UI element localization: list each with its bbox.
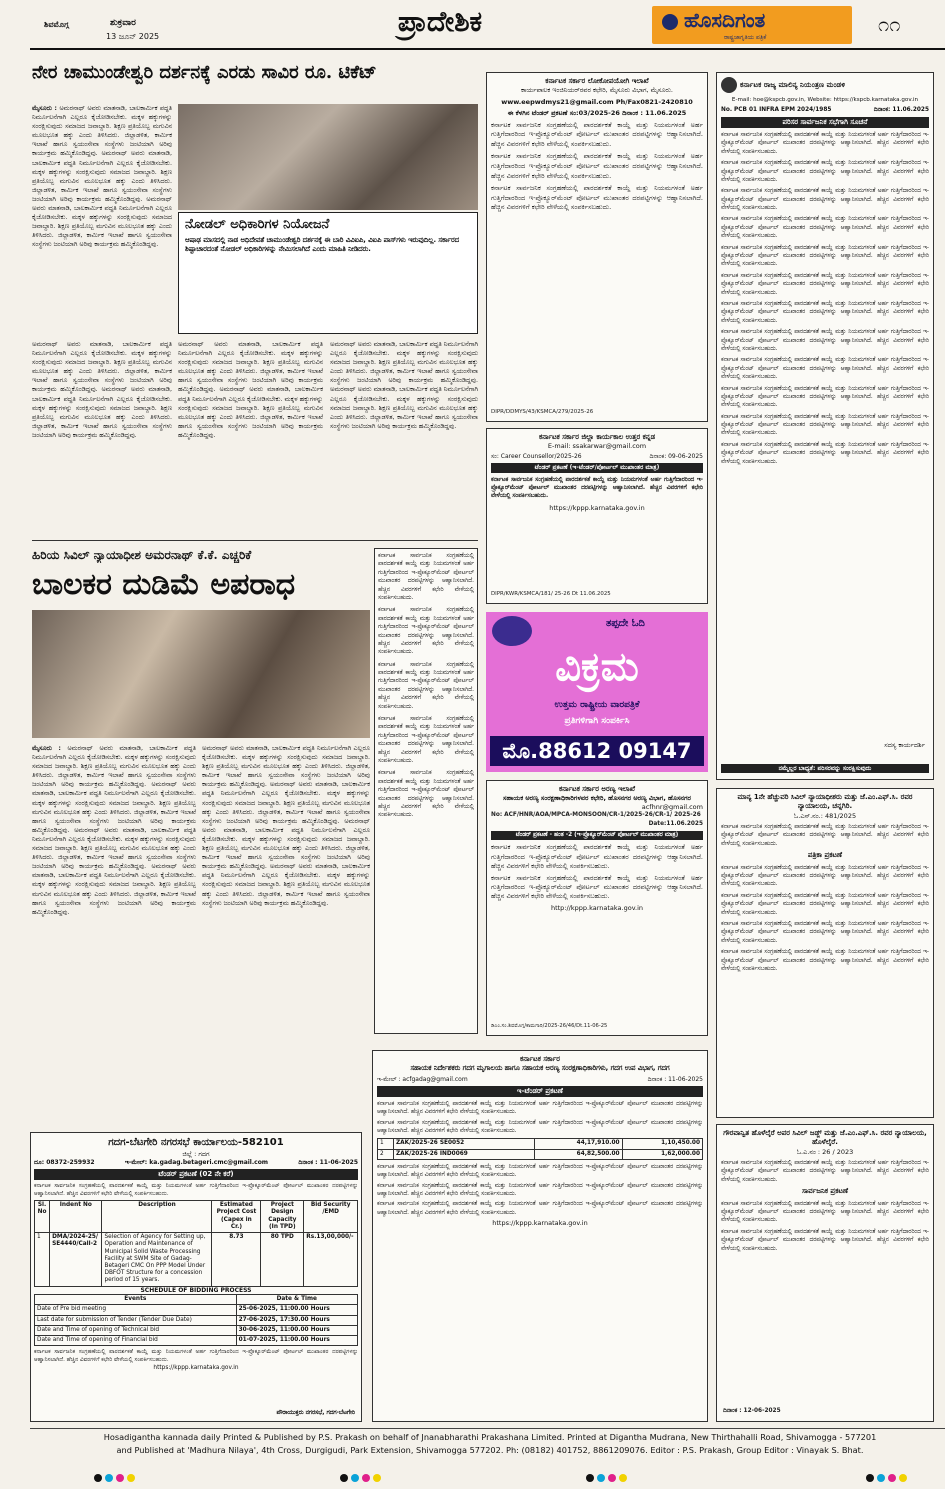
story1-text-d: ಅಮರನಾಥ್ ಅವರು ಮಾತನಾಡಿ, ಬಾಲಕಾರ್ಮಿಕ ಪದ್ಧತಿ ನಿರ್ಮೂಲನೆಗಾಗಿ ಎಲ್ಲರೂ ಕೈಜೋಡಿಸಬೇಕು. ಮಕ್ಕಳ ಹಕ್ಕುಗಳನ್ನು ಸಂರಕ್ಷಿಸುವುದು ಸಮಾಜದ ಜವಾಬ್ದಾರಿ. ಶಿಕ್ಷಣ ಪ್ರತಿಯೊಬ್ಬ ಮಗುವಿನ ಮೂಲಭೂತ ಹಕ್ಕು ಎಂದು ತಿಳಿಸಿದರು. ಜಿಲ್ಲಾಡಳಿತ, ಕಾರ್ಮಿಕ ಇಲಾಖೆ ಹಾಗೂ ಸ್ವಯಂಸೇವಾ ಸಂಸ್ಥೆಗಳು ಜಂಟಿಯಾಗಿ ಅರಿವು ಕಾರ್ಯಕ್ರಮ ಹಮ್ಮಿಕೊಂಡಿದ್ದವು. [32, 340, 172, 394]
career-meta [491, 453, 703, 461]
zoo-date: ದಿನಾಂಕ : 11-06-2025 [647, 1075, 703, 1083]
zoo-meta [377, 1076, 703, 1084]
lokopayogi-sub: ಕಾರ್ಯಪಾಲಕ ಇಂಜಿನಿಯರ್‌ರವರ ಕಛೇರಿ, ಮೈಸೂರು ವಿಭಾಗ, ಮೈಸೂರು. [521, 86, 673, 95]
table-row [35, 1315, 358, 1325]
zoo-head: ಕರ್ನಾಟಕ ಸರ್ಕಾರ [520, 1055, 560, 1063]
gadag-td: 80 TPD [261, 1233, 304, 1287]
notice-lokopayogi [486, 72, 708, 422]
section-title: ಪ್ರಾದೇಶಿಕ [397, 5, 483, 38]
kspcb-body-a: ಕರ್ನಾಟಕ ಸಾರ್ವಜನಿಕ ಸಂಗ್ರಹಣೆಯಲ್ಲಿ ಪಾರದರ್ಶಕತೆ ಕಾಯ್ದೆ ಮತ್ತು ನಿಯಮಗಳಂತೆ ಅರ್ಹ ಗುತ್ತಿಗೆದಾರರಿಂದ ಇ-ಪ್ರೊಕ್ಯೂರ್‌ಮೆಂಟ್ ಪೋರ್ಟಲ್ ಮುಖಾಂತರ ದರಪಟ್ಟಿಗಳನ್ನು ಆಹ್ವಾನಿಸಲಾಗಿದೆ. ಹೆಚ್ಚಿನ ವಿವರಗಳಿಗೆ ಕಛೇರಿ ವೇಳೆಯಲ್ಲಿ ಸಂಪರ್ಕಿಸಬಹುದು. [721, 131, 929, 155]
kspcb-head: ಕರ್ನಾಟಕ ರಾಜ್ಯ ಮಾಲಿನ್ಯ ನಿಯಂತ್ರಣ ಮಂಡಳಿ [740, 80, 846, 90]
gadag-th: Description [102, 1201, 212, 1233]
court-mid-text-d: ಕರ್ನಾಟಕ ಸಾರ್ವಜನಿಕ ಸಂಗ್ರಹಣೆಯಲ್ಲಿ ಪಾರದರ್ಶಕತೆ ಕಾಯ್ದೆ ಮತ್ತು ನಿಯಮಗಳಂತೆ ಅರ್ಹ ಗುತ್ತಿಗೆದಾರರಿಂದ ಇ-ಪ್ರೊಕ್ಯೂರ್‌ಮೆಂಟ್ ಪೋರ್ಟಲ್ ಮುಖಾಂತರ ದರಪಟ್ಟಿಗಳನ್ನು ಆಹ್ವಾನಿಸಲಾಗಿದೆ. ಹೆಚ್ಚಿನ ವಿವರಗಳಿಗೆ ಕಛೇರಿ ವೇಳೆಯಲ್ಲಿ ಸಂಪರ್ಕಿಸಬಹುದು. [378, 716, 474, 764]
zoo-td: 64,82,500.00 [534, 1149, 622, 1159]
zoo-sub: ಸಹಾಯಕ ನಿರ್ದೇಶಕರು ಗದಗ ಮೃಗಾಲಯ ಹಾಗೂ ಸಹಾಯಕ ಅರಣ್ಯ ಸಂರಕ್ಷಣಾಧಿಕಾರಿಗಳು, ಗದಗ ಉಪ ವಿಭಾಗ, ಗದಗ [410, 1064, 670, 1073]
table-row [35, 1295, 358, 1305]
gadag-link[interactable]: https://kppp.karnataka.gov.in [153, 1364, 239, 1371]
kspcb-meta [721, 107, 929, 114]
gadag-ev: Date and Time of opening of Financial bid [35, 1336, 237, 1346]
zoo-body-c: ಕರ್ನಾಟಕ ಸಾರ್ವಜನಿಕ ಸಂಗ್ರಹಣೆಯಲ್ಲಿ ಪಾರದರ್ಶಕತೆ ಕಾಯ್ದೆ ಮತ್ತು ನಿಯಮಗಳಂತೆ ಅರ್ಹ ಗುತ್ತಿಗೆದಾರರಿಂದ ಇ-ಪ್ರೊಕ್ಯೂರ್‌ಮೆಂಟ್ ಪೋರ್ಟಲ್ ಮುಖಾಂತರ ದರಪಟ್ಟಿಗಳನ್ನು ಆಹ್ವಾನಿಸಲಾಗಿದೆ. ಹೆಚ್ಚಿನ ವಿವರಗಳಿಗೆ ಕಛೇರಿ ವೇಳೆಯಲ್ಲಿ ಸಂಪರ್ಕಿಸಬಹುದು. [377, 1201, 703, 1216]
gadag-note: ಕರ್ನಾಟಕ ಸಾರ್ವಜನಿಕ ಸಂಗ್ರಹಣೆಯಲ್ಲಿ ಪಾರದರ್ಶಕತೆ ಕಾಯ್ದೆ ಮತ್ತು ನಿಯಮಗಳಂತೆ ಅರ್ಹ ಗುತ್ತಿಗೆದಾರರಿಂದ ಇ-ಪ್ರೊಕ್ಯೂರ್‌ಮೆಂಟ್ ಪೋರ್ಟಲ್ ಮುಖಾಂತರ ದರಪಟ್ಟಿಗಳನ್ನು ಆಹ್ವಾನಿಸಲಾಗಿದೆ. ಹೆಚ್ಚಿನ ವಿವರಗಳಿಗೆ ಕಛೇರಿ ವೇಳೆಯಲ್ಲಿ ಸಂಪರ್ಕಿಸಬಹುದು. [34, 1349, 358, 1364]
court1-body-c: ಕರ್ನಾಟಕ ಸಾರ್ವಜನಿಕ ಸಂಗ್ರಹಣೆಯಲ್ಲಿ ಪಾರದರ್ಶಕತೆ ಕಾಯ್ದೆ ಮತ್ತು ನಿಯಮಗಳಂತೆ ಅರ್ಹ ಗುತ್ತಿಗೆದಾರರಿಂದ ಇ-ಪ್ರೊಕ್ಯೂರ್‌ಮೆಂಟ್ ಪೋರ್ಟಲ್ ಮುಖಾಂತರ ದರಪಟ್ಟಿಗಳನ್ನು ಆಹ್ವಾನಿಸಲಾಗಿದೆ. ಹೆಚ್ಚಿನ ವಿವರಗಳಿಗೆ ಕಛೇರಿ ವೇಳೆಯಲ್ಲಿ ಸಂಪರ್ಕಿಸಬಹುದು. [721, 892, 929, 916]
kspcb-body-b: ಕರ್ನಾಟಕ ಸಾರ್ವಜನಿಕ ಸಂಗ್ರಹಣೆಯಲ್ಲಿ ಪಾರದರ್ಶಕತೆ ಕಾಯ್ದೆ ಮತ್ತು ನಿಯಮಗಳಂತೆ ಅರ್ಹ ಗುತ್ತಿಗೆದಾರರಿಂದ ಇ-ಪ್ರೊಕ್ಯೂರ್‌ಮೆಂಟ್ ಪೋರ್ಟಲ್ ಮುಖಾಂತರ ದರಪಟ್ಟಿಗಳನ್ನು ಆಹ್ವಾನಿಸಲಾಗಿದೆ. ಹೆಚ್ಚಿನ ವಿವರಗಳಿಗೆ ಕಛೇರಿ ವೇಳೆಯಲ್ಲಿ ಸಂಪರ್ಕಿಸಬಹುದು. [721, 160, 929, 183]
masthead-rule [30, 48, 945, 50]
story1-caption [178, 212, 478, 334]
career-bar: ಟೆಂಡರ್ ಪ್ರಕಟಣೆ (ಇ-ಟೆಂಡರ್/ಪೋರ್ಟಲ್ ಮುಖಾಂತರ ಮಾತ್ರ) [491, 463, 703, 473]
forest-bar: ಟೆಂಡರ್ ಪ್ರಕಟಣೆ - ಹಂತ -2 (ಇ-ಪ್ರೊಕ್ಯೂರ್‌ಮೆಂಟ್ ಪೋರ್ಟಲ್ ಮುಖಾಂತರ ಮಾತ್ರ) [491, 831, 703, 840]
story1-text-h: ಅಮರನಾಥ್ ಅವರು ಮಾತನಾಡಿ, ಬಾಲಕಾರ್ಮಿಕ ಪದ್ಧತಿ ನಿರ್ಮೂಲನೆಗಾಗಿ ಎಲ್ಲರೂ ಕೈಜೋಡಿಸಬೇಕು. ಮಕ್ಕಳ ಹಕ್ಕುಗಳನ್ನು ಸಂರಕ್ಷಿಸುವುದು ಸಮಾಜದ ಜವಾಬ್ದಾರಿ. ಶಿಕ್ಷಣ ಪ್ರತಿಯೊಬ್ಬ ಮಗುವಿನ ಮೂಲಭೂತ ಹಕ್ಕು ಎಂದು ತಿಳಿಸಿದರು. ಜಿಲ್ಲಾಡಳಿತ, ಕಾರ್ಮಿಕ ಇಲಾಖೆ ಹಾಗೂ ಸ್ವಯಂಸೇವಾ ಸಂಸ್ಥೆಗಳು ಜಂಟಿಯಾಗಿ ಅರಿವು ಕಾರ್ಯಕ್ರಮ ಹಮ್ಮಿಕೊಂಡಿದ್ದವು. [330, 340, 478, 385]
masthead-dow: ಶುಕ್ರವಾರ [110, 18, 136, 28]
story2-dateline: ಮೈಸೂರು : [32, 744, 61, 752]
kspcb-body-j: ಕರ್ನಾಟಕ ಸಾರ್ವಜನಿಕ ಸಂಗ್ರಹಣೆಯಲ್ಲಿ ಪಾರದರ್ಶಕತೆ ಕಾಯ್ದೆ ಮತ್ತು ನಿಯಮಗಳಂತೆ ಅರ್ಹ ಗುತ್ತಿಗೆದಾರರಿಂದ ಇ-ಪ್ರೊಕ್ಯೂರ್‌ಮೆಂಟ್ ಪೋರ್ಟಲ್ ಮುಖಾಂತರ ದರಪಟ್ಟಿಗಳನ್ನು ಆಹ್ವಾನಿಸಲಾಗಿದೆ. ಹೆಚ್ಚಿನ ವಿವರಗಳಿಗೆ ಕಛೇರಿ ವೇಳೆಯಲ್ಲಿ ಸಂಪರ್ಕಿಸಬಹುದು. [721, 385, 929, 409]
court-mid-text-c: ಕರ್ನಾಟಕ ಸಾರ್ವಜನಿಕ ಸಂಗ್ರಹಣೆಯಲ್ಲಿ ಪಾರದರ್ಶಕತೆ ಕಾಯ್ದೆ ಮತ್ತು ನಿಯಮಗಳಂತೆ ಅರ್ಹ ಗುತ್ತಿಗೆದಾರರಿಂದ ಇ-ಪ್ರೊಕ್ಯೂರ್‌ಮೆಂಟ್ ಪೋರ್ಟಲ್ ಮುಖಾಂತರ ದರಪಟ್ಟಿಗಳನ್ನು ಆಹ್ವಾನಿಸಲಾಗಿದೆ. ಹೆಚ್ಚಿನ ವಿವರಗಳಿಗೆ ಕಛೇರಿ ವೇಳೆಯಲ್ಲಿ ಸಂಪರ್ಕಿಸಬಹುದು. [378, 661, 474, 710]
gadag-ev: 25-06-2025, 11:00.00 Hours [236, 1305, 357, 1315]
forest-no: No: ACF/HNR/AOA/MPCA-MONSOON/CR-1/2025-26/CR-1/ 2025-26 [491, 812, 701, 819]
zoo-td: ZAK/2025-26 IND0069 [393, 1149, 534, 1159]
court1-title: ಪತ್ರಿಕಾ ಪ್ರಕಟಣೆ [807, 851, 843, 860]
zoo-body-b: ಕರ್ನಾಟಕ ಸಾರ್ವಜನಿಕ ಸಂಗ್ರಹಣೆಯಲ್ಲಿ ಪಾರದರ್ಶಕತೆ ಕಾಯ್ದೆ ಮತ್ತು ನಿಯಮಗಳಂತೆ ಅರ್ಹ ಗುತ್ತಿಗೆದಾರರಿಂದ ಇ-ಪ್ರೊಕ್ಯೂರ್‌ಮೆಂಟ್ ಪೋರ್ಟಲ್ ಮುಖಾಂತರ ದರಪಟ್ಟಿಗಳನ್ನು ಆಹ್ವಾನಿಸಲಾಗಿದೆ. ಹೆಚ್ಚಿನ ವಿವರಗಳಿಗೆ ಕಛೇರಿ ವೇಳೆಯಲ್ಲಿ ಸಂಪರ್ಕಿಸಬಹುದು. [377, 1182, 703, 1198]
court2-title: ಸಾರ್ವಜನಿಕ ಪ್ರಕಟಣೆ [801, 1187, 849, 1196]
zoo-table [377, 1138, 703, 1159]
court2-body-b: ಕರ್ನಾಟಕ ಸಾರ್ವಜನಿಕ ಸಂಗ್ರಹಣೆಯಲ್ಲಿ ಪಾರದರ್ಶಕತೆ ಕಾಯ್ದೆ ಮತ್ತು ನಿಯಮಗಳಂತೆ ಅರ್ಹ ಗುತ್ತಿಗೆದಾರರಿಂದ ಇ-ಪ್ರೊಕ್ಯೂರ್‌ಮೆಂಟ್ ಪೋರ್ಟಲ್ ಮುಖಾಂತರ ದರಪಟ್ಟಿಗಳನ್ನು ಆಹ್ವಾನಿಸಲಾಗಿದೆ. ಹೆಚ್ಚಿನ ವಿವರಗಳಿಗೆ ಕಛೇರಿ ವೇಳೆಯಲ್ಲಿ ಸಂಪರ್ಕಿಸಬಹುದು. [721, 1200, 929, 1224]
masthead-date: 13 ಜೂನ್ 2025 [106, 32, 160, 41]
notice-career [486, 428, 708, 604]
story1-divider [32, 540, 478, 541]
story1-text-a: ಅಮರನಾಥ್ ಅವರು ಮಾತನಾಡಿ, ಬಾಲಕಾರ್ಮಿಕ ಪದ್ಧತಿ ನಿರ್ಮೂಲನೆಗಾಗಿ ಎಲ್ಲರೂ ಕೈಜೋಡಿಸಬೇಕು. ಮಕ್ಕಳ ಹಕ್ಕುಗಳನ್ನು ಸಂರಕ್ಷಿಸುವುದು ಸಮಾಜದ ಜವಾಬ್ದಾರಿ. ಶಿಕ್ಷಣ ಪ್ರತಿಯೊಬ್ಬ ಮಗುವಿನ ಮೂಲಭೂತ ಹಕ್ಕು ಎಂದು ತಿಳಿಸಿದರು. ಜಿಲ್ಲಾಡಳಿತ, ಕಾರ್ಮಿಕ ಇಲಾಖೆ ಹಾಗೂ ಸ್ವಯಂಸೇವಾ ಸಂಸ್ಥೆಗಳು ಜಂಟಿಯಾಗಿ ಅರಿವು ಕಾರ್ಯಕ್ರಮ ಹಮ್ಮಿಕೊಂಡಿದ್ದವು. [32, 104, 172, 158]
gadag-events-table [34, 1294, 358, 1346]
court2-head: ಗೌರವಾನ್ವಿತ ಹೊಳೆಲ್ಕೆರೆ ಅಪರ ಸಿವಿಲ್ ಜಡ್ಜ್ ಮತ್ತು ಜೆ.ಎಂ.ಎಫ್.ಸಿ. ರವರ ನ್ಯಾಯಾಲಯ, ಹೊಳೆಲ್ಕೆರೆ. [723, 1129, 927, 1147]
table-row [378, 1149, 703, 1159]
court2-date: ದಿನಾಂಕ : 12-06-2025 [723, 1407, 781, 1414]
kspcb-slogan: ನಮ್ಮೆಲ್ಲರ ಬಾಧ್ಯತೆ: ಪರಿಸರವನ್ನು ಸಂರಕ್ಷಿಸುವುದು [721, 764, 929, 774]
story1-col3 [178, 340, 323, 536]
story2-headline: ಬಾಲಕರ ದುಡಿಮೆ ಅಪರಾಧ [32, 567, 296, 602]
forest-email: acfhnr@gmail.com [641, 803, 703, 812]
zoo-intro: ಕರ್ನಾಟಕ ಸಾರ್ವಜನಿಕ ಸಂಗ್ರಹಣೆಯಲ್ಲಿ ಪಾರದರ್ಶಕತೆ ಕಾಯ್ದೆ ಮತ್ತು ನಿಯಮಗಳಂತೆ ಅರ್ಹ ಗುತ್ತಿಗೆದಾರರಿಂದ ಇ-ಪ್ರೊಕ್ಯೂರ್‌ಮೆಂಟ್ ಪೋರ್ಟಲ್ ಮುಖಾಂತರ ದರಪಟ್ಟಿಗಳನ್ನು ಆಹ್ವಾನಿಸಲಾಗಿದೆ. ಹೆಚ್ಚಿನ ವಿವರಗಳಿಗೆ ಕಛೇರಿ ವೇಳೆಯಲ್ಲಿ ಸಂಪರ್ಕಿಸಬಹುದು. [377, 1100, 703, 1116]
story2-kicker: ಹಿರಿಯ ಸಿವಿಲ್ ನ್ಯಾಯಾಧೀಶ ಅಮರನಾಥ್ ಕೆ.ಕೆ. ಎಚ್ಚರಿಕೆ [32, 548, 252, 562]
court1-body-d: ಕರ್ನಾಟಕ ಸಾರ್ವಜನಿಕ ಸಂಗ್ರಹಣೆಯಲ್ಲಿ ಪಾರದರ್ಶಕತೆ ಕಾಯ್ದೆ ಮತ್ತು ನಿಯಮಗಳಂತೆ ಅರ್ಹ ಗುತ್ತಿಗೆದಾರರಿಂದ ಇ-ಪ್ರೊಕ್ಯೂರ್‌ಮೆಂಟ್ ಪೋರ್ಟಲ್ ಮುಖಾಂತರ ದರಪಟ್ಟಿಗಳನ್ನು ಆಹ್ವಾನಿಸಲಾಗಿದೆ. ಹೆಚ್ಚಿನ ವಿವರಗಳಿಗೆ ಕಛೇರಿ ವೇಳೆಯಲ್ಲಿ ಸಂಪರ್ಕಿಸಬಹುದು. [721, 920, 929, 944]
zoo-link[interactable]: https://kppp.karnataka.gov.in [492, 1219, 588, 1228]
gadag-bar: ಟೆಂಡರ್ ಪ್ರಕಟಣೆ (02 ನೇ ಕರೆ) [34, 1169, 358, 1180]
brand-logo-icon [662, 14, 678, 30]
court-notice-mid [374, 548, 478, 1034]
lokopayogi-ref: DIPR/DDMYS/43/KSMCA/279/2025-26 [491, 409, 594, 416]
gadag-ev: Events [35, 1295, 237, 1305]
court2-body-a: ಕರ್ನಾಟಕ ಸಾರ್ವಜನಿಕ ಸಂಗ್ರಹಣೆಯಲ್ಲಿ ಪಾರದರ್ಶಕತೆ ಕಾಯ್ದೆ ಮತ್ತು ನಿಯಮಗಳಂತೆ ಅರ್ಹ ಗುತ್ತಿಗೆದಾರರಿಂದ ಇ-ಪ್ರೊಕ್ಯೂರ್‌ಮೆಂಟ್ ಪೋರ್ಟಲ್ ಮುಖಾಂತರ ದರಪಟ್ಟಿಗಳನ್ನು ಆಹ್ವಾನಿಸಲಾಗಿದೆ. ಹೆಚ್ಚಿನ ವಿವರಗಳಿಗೆ ಕಛೇರಿ ವೇಳೆಯಲ್ಲಿ ಸಂಪರ್ಕಿಸಬಹುದು. [721, 1160, 929, 1183]
table-row [35, 1233, 358, 1287]
gadag-sched: SCHEDULE OF BIDDING PROCESS [140, 1286, 252, 1294]
table-row [35, 1325, 358, 1335]
page-number: ೧೧ [878, 12, 901, 36]
story2-text-b: ಅಮರನಾಥ್ ಅವರು ಮಾತನಾಡಿ, ಬಾಲಕಾರ್ಮಿಕ ಪದ್ಧತಿ ನಿರ್ಮೂಲನೆಗಾಗಿ ಎಲ್ಲರೂ ಕೈಜೋಡಿಸಬೇಕು. ಮಕ್ಕಳ ಹಕ್ಕುಗಳನ್ನು ಸಂರಕ್ಷಿಸುವುದು ಸಮಾಜದ ಜವಾಬ್ದಾರಿ. ಶಿಕ್ಷಣ ಪ್ರತಿಯೊಬ್ಬ ಮಗುವಿನ ಮೂಲಭೂತ ಹಕ್ಕು ಎಂದು ತಿಳಿಸಿದರು. ಜಿಲ್ಲಾಡಳಿತ, ಕಾರ್ಮಿಕ ಇಲಾಖೆ ಹಾಗೂ ಸ್ವಯಂಸೇವಾ ಸಂಸ್ಥೆಗಳು ಜಂಟಿಯಾಗಿ ಅರಿವು ಕಾರ್ಯಕ್ರಮ ಹಮ್ಮಿಕೊಂಡಿದ್ದವು. [32, 780, 196, 834]
story1-text-c: ಅಮರನಾಥ್ ಅವರು ಮಾತನಾಡಿ, ಬಾಲಕಾರ್ಮಿಕ ಪದ್ಧತಿ ನಿರ್ಮೂಲನೆಗಾಗಿ ಎಲ್ಲರೂ ಕೈಜೋಡಿಸಬೇಕು. ಮಕ್ಕಳ ಹಕ್ಕುಗಳನ್ನು ಸಂರಕ್ಷಿಸುವುದು ಸಮಾಜದ ಜವಾಬ್ದಾರಿ. ಶಿಕ್ಷಣ ಪ್ರತಿಯೊಬ್ಬ ಮಗುವಿನ ಮೂಲಭೂತ ಹಕ್ಕು ಎಂದು ತಿಳಿಸಿದರು. ಜಿಲ್ಲಾಡಳಿತ, ಕಾರ್ಮಿಕ ಇಲಾಖೆ ಹಾಗೂ ಸ್ವಯಂಸೇವಾ ಸಂಸ್ಥೆಗಳು ಜಂಟಿಯಾಗಿ ಅರಿವು ಕಾರ್ಯಕ್ರಮ ಹಮ್ಮಿಕೊಂಡಿದ್ದವು. [32, 194, 172, 249]
notice-court-channagiri [716, 788, 934, 1118]
story2-col2 [202, 744, 370, 1124]
gadag-sub: ಜಿಲ್ಲೆ : ಗದಗ [182, 1149, 210, 1158]
forest-body-b: ಕರ್ನಾಟಕ ಸಾರ್ವಜನಿಕ ಸಂಗ್ರಹಣೆಯಲ್ಲಿ ಪಾರದರ್ಶಕತೆ ಕಾಯ್ದೆ ಮತ್ತು ನಿಯಮಗಳಂತೆ ಅರ್ಹ ಗುತ್ತಿಗೆದಾರರಿಂದ ಇ-ಪ್ರೊಕ್ಯೂರ್‌ಮೆಂಟ್ ಪೋರ್ಟಲ್ ಮುಖಾಂತರ ದರಪಟ್ಟಿಗಳನ್ನು ಆಹ್ವಾನಿಸಲಾಗಿದೆ. ಹೆಚ್ಚಿನ ವಿವರಗಳಿಗೆ ಕಛೇರಿ ವೇಳೆಯಲ್ಲಿ ಸಂಪರ್ಕಿಸಬಹುದು. [491, 873, 703, 901]
gadag-ev: 30-06-2025, 11:00.00 Hours [236, 1325, 357, 1335]
zoo-td: 1 [378, 1139, 394, 1149]
masthead-city: ಶಿವಮೊಗ್ಗ [44, 20, 69, 29]
registration-marks-left [94, 1474, 138, 1485]
court-mid-text-b: ಕರ್ನಾಟಕ ಸಾರ್ವಜನಿಕ ಸಂಗ್ರಹಣೆಯಲ್ಲಿ ಪಾರದರ್ಶಕತೆ ಕಾಯ್ದೆ ಮತ್ತು ನಿಯಮಗಳಂತೆ ಅರ್ಹ ಗುತ್ತಿಗೆದಾರರಿಂದ ಇ-ಪ್ರೊಕ್ಯೂರ್‌ಮೆಂಟ್ ಪೋರ್ಟಲ್ ಮುಖಾಂತರ ದರಪಟ್ಟಿಗಳನ್ನು ಆಹ್ವಾನಿಸಲಾಗಿದೆ. ಹೆಚ್ಚಿನ ವಿವರಗಳಿಗೆ ಕಛೇರಿ ವೇಳೆಯಲ್ಲಿ ಸಂಪರ್ಕಿಸಬಹುದು. [378, 607, 474, 656]
kspcb-body-c: ಕರ್ನಾಟಕ ಸಾರ್ವಜನಿಕ ಸಂಗ್ರಹಣೆಯಲ್ಲಿ ಪಾರದರ್ಶಕತೆ ಕಾಯ್ದೆ ಮತ್ತು ನಿಯಮಗಳಂತೆ ಅರ್ಹ ಗುತ್ತಿಗೆದಾರರಿಂದ ಇ-ಪ್ರೊಕ್ಯೂರ್‌ಮೆಂಟ್ ಪೋರ್ಟಲ್ ಮುಖಾಂತರ ದರಪಟ್ಟಿಗಳನ್ನು ಆಹ್ವಾನಿಸಲಾಗಿದೆ. ಹೆಚ್ಚಿನ ವಿವರಗಳಿಗೆ ಕಛೇರಿ ವೇಳೆಯಲ್ಲಿ ಸಂಪರ್ಕಿಸಬಹುದು. [721, 188, 929, 212]
lokopayogi-email: www.eepwdmys21@gmail.com Ph/Fax0821-2420810 [501, 97, 693, 106]
story1-col2 [32, 340, 172, 536]
story1-text-b: ಅಮರನಾಥ್ ಅವರು ಮಾತನಾಡಿ, ಬಾಲಕಾರ್ಮಿಕ ಪದ್ಧತಿ ನಿರ್ಮೂಲನೆಗಾಗಿ ಎಲ್ಲರೂ ಕೈಜೋಡಿಸಬೇಕು. ಮಕ್ಕಳ ಹಕ್ಕುಗಳನ್ನು ಸಂರಕ್ಷಿಸುವುದು ಸಮಾಜದ ಜವಾಬ್ದಾರಿ. ಶಿಕ್ಷಣ ಪ್ರತಿಯೊಬ್ಬ ಮಗುವಿನ ಮೂಲಭೂತ ಹಕ್ಕು ಎಂದು ತಿಳಿಸಿದರು. ಜಿಲ್ಲಾಡಳಿತ, ಕಾರ್ಮಿಕ ಇಲಾಖೆ ಹಾಗೂ ಸ್ವಯಂಸೇವಾ ಸಂಸ್ಥೆಗಳು ಜಂಟಿಯಾಗಿ ಅರಿವು ಕಾರ್ಯಕ್ರಮ ಹಮ್ಮಿಕೊಂಡಿದ್ದವು. [32, 149, 172, 203]
notice-gadag-nagarasabhe [30, 1132, 362, 1422]
vikrama-ad [486, 612, 708, 772]
registration-marks-mid [340, 1474, 384, 1485]
lokopayogi-head: ಕರ್ನಾಟಕ ಸರ್ಕಾರ ಲೋಕೋಪಯೋಗಿ ಇಲಾಖೆ [545, 77, 649, 85]
kspcb-email: E-mail: hoe@kspcb.gov.in, Website: https://kspcb.karnataka.gov.in [731, 97, 919, 103]
lokopayogi-body-b: ಕರ್ನಾಟಕ ಸಾರ್ವಜನಿಕ ಸಂಗ್ರಹಣೆಯಲ್ಲಿ ಪಾರದರ್ಶಕತೆ ಕಾಯ್ದೆ ಮತ್ತು ನಿಯಮಗಳಂತೆ ಅರ್ಹ ಗುತ್ತಿಗೆದಾರರಿಂದ ಇ-ಪ್ರೊಕ್ಯೂರ್‌ಮೆಂಟ್ ಪೋರ್ಟಲ್ ಮುಖಾಂತರ ದರಪಟ್ಟಿಗಳನ್ನು ಆಹ್ವಾನಿಸಲಾಗಿದೆ. ಹೆಚ್ಚಿನ ವಿವರಗಳಿಗೆ ಕಛೇರಿ ವೇಳೆಯಲ್ಲಿ ಸಂಪರ್ಕಿಸಬಹುದು. [491, 152, 703, 180]
notice-gadag-zoo [372, 1050, 708, 1422]
notice-forest-hosanagar [486, 780, 708, 1036]
career-ref: DIPR/KWR/KSMCA/181/ 25-26 Dt 11.06.2025 [491, 591, 611, 598]
career-body: ಕರ್ನಾಟಕ ಸಾರ್ವಜನಿಕ ಸಂಗ್ರಹಣೆಯಲ್ಲಿ ಪಾರದರ್ಶಕತೆ ಕಾಯ್ದೆ ಮತ್ತು ನಿಯಮಗಳಂತೆ ಅರ್ಹ ಗುತ್ತಿಗೆದಾರರಿಂದ ಇ-ಪ್ರೊಕ್ಯೂರ್‌ಮೆಂಟ್ ಪೋರ್ಟಲ್ ಮುಖಾಂತರ ದರಪಟ್ಟಿಗಳನ್ನು ಆಹ್ವಾನಿಸಲಾಗಿದೆ. ಹೆಚ್ಚಿನ ವಿವರಗಳಿಗೆ ಕಛೇರಿ ವೇಳೆಯಲ್ಲಿ ಸಂಪರ್ಕಿಸಬಹುದು. [491, 476, 703, 500]
brand-name: ಹೊಸದಿಗಂತ [684, 8, 766, 32]
gadag-email: ಇ-ಮೇಲ್: ka.gadag.betageri.cmc@gmail.com [124, 1158, 269, 1166]
career-link[interactable]: https://kppp.karnataka.gov.in [549, 503, 645, 512]
gadag-date: ದಿನಾಂಕ : 11-06-2025 [298, 1158, 358, 1166]
story1-text-g: ಅಮರನಾಥ್ ಅವರು ಮಾತನಾಡಿ, ಬಾಲಕಾರ್ಮಿಕ ಪದ್ಧತಿ ನಿರ್ಮೂಲನೆಗಾಗಿ ಎಲ್ಲರೂ ಕೈಜೋಡಿಸಬೇಕು. ಮಕ್ಕಳ ಹಕ್ಕುಗಳನ್ನು ಸಂರಕ್ಷಿಸುವುದು ಸಮಾಜದ ಜವಾಬ್ದಾರಿ. ಶಿಕ್ಷಣ ಪ್ರತಿಯೊಬ್ಬ ಮಗುವಿನ ಮೂಲಭೂತ ಹಕ್ಕು ಎಂದು ತಿಳಿಸಿದರು. ಜಿಲ್ಲಾಡಳಿತ, ಕಾರ್ಮಿಕ ಇಲಾಖೆ ಹಾಗೂ ಸ್ವಯಂಸೇವಾ ಸಂಸ್ಥೆಗಳು ಜಂಟಿಯಾಗಿ ಅರಿವು ಕಾರ್ಯಕ್ರಮ ಹಮ್ಮಿಕೊಂಡಿದ್ದವು. [178, 385, 323, 439]
lokopayogi-no: ಈ ಕೆಳಗಿನ ಟೆಂಡರ್ ಪ್ರಕಟಣೆ ಸಂ:03/2025-26 ದಿನಾಂಕ : 11.06.2025 [507, 108, 687, 117]
gadag-contact-row [34, 1159, 358, 1167]
story1-col1 [32, 104, 172, 340]
story2-text-d: ಅಮರನಾಥ್ ಅವರು ಮಾತನಾಡಿ, ಬಾಲಕಾರ್ಮಿಕ ಪದ್ಧತಿ ನಿರ್ಮೂಲನೆಗಾಗಿ ಎಲ್ಲರೂ ಕೈಜೋಡಿಸಬೇಕು. ಮಕ್ಕಳ ಹಕ್ಕುಗಳನ್ನು ಸಂರಕ್ಷಿಸುವುದು ಸಮಾಜದ ಜವಾಬ್ದಾರಿ. ಶಿಕ್ಷಣ ಪ್ರತಿಯೊಬ್ಬ ಮಗುವಿನ ಮೂಲಭೂತ ಹಕ್ಕು ಎಂದು ತಿಳಿಸಿದರು. ಜಿಲ್ಲಾಡಳಿತ, ಕಾರ್ಮಿಕ ಇಲಾಖೆ ಹಾಗೂ ಸ್ವಯಂಸೇವಾ ಸಂಸ್ಥೆಗಳು ಜಂಟಿಯಾಗಿ ಅರಿವು ಕಾರ್ಯಕ್ರಮ ಹಮ್ಮಿಕೊಂಡಿದ್ದವು. [32, 862, 196, 916]
notice-kspcb [716, 72, 934, 780]
table-row [35, 1305, 358, 1315]
kspcb-body-i: ಕರ್ನಾಟಕ ಸಾರ್ವಜನಿಕ ಸಂಗ್ರಹಣೆಯಲ್ಲಿ ಪಾರದರ್ಶಕತೆ ಕಾಯ್ದೆ ಮತ್ತು ನಿಯಮಗಳಂತೆ ಅರ್ಹ ಗುತ್ತಿಗೆದಾರರಿಂದ ಇ-ಪ್ರೊಕ್ಯೂರ್‌ಮೆಂಟ್ ಪೋರ್ಟಲ್ ಮುಖಾಂತರ ದರಪಟ್ಟಿಗಳನ್ನು ಆಹ್ವಾನಿಸಲಾಗಿದೆ. ಹೆಚ್ಚಿನ ವಿವರಗಳಿಗೆ ಕಛೇರಿ ವೇಳೆಯಲ್ಲಿ ಸಂಪರ್ಕಿಸಬಹುದು. [721, 357, 929, 381]
vikrama-read: ತಪ್ಪದೇ ಓದಿ [606, 618, 645, 629]
story2-col1 [32, 744, 196, 1124]
notice-court-holalkere [716, 1124, 934, 1422]
kspcb-no: No. PCB 01 INFRA EPM 2024/1985 [721, 106, 832, 113]
forest-head: ಕರ್ನಾಟಕ ಸರ್ಕಾರ ಅರಣ್ಯ ಇಲಾಖೆ [558, 785, 636, 793]
imprint-line-2: and Published at 'Madhura Nilaya', 4th Cross, Durgigudi, Park Extension, Shivamogga 577202. Ph: (08182) 401752, 8861209076. Editor : P.S. Prakash, Group Editor : Vinayak S. Bhat. [116, 1445, 864, 1455]
gadag-head: ಗದಗ-ಬೆಟಗೇರಿ ನಗರಸಭೆ ಕಾರ್ಯಾಲಯ-582101 [108, 1137, 284, 1148]
zoo-td: 44,17,910.00 [534, 1139, 622, 1149]
vikrama-tagline: ಉತ್ತಮ ರಾಷ್ಟ್ರೀಯ ವಾರಪತ್ರಿಕೆ [554, 700, 640, 710]
gadag-ev: Last date for submission of Tender (Tender Due Date) [35, 1315, 237, 1325]
forest-sub: ಸಹಾಯಕ ಅರಣ್ಯ ಸಂರಕ್ಷಣಾಧಿಕಾರಿಗಳವರ ಕಛೇರಿ, ಹೊಸನಗರ ಅರಣ್ಯ ವಿಭಾಗ, ಹೊಸನಗರ [503, 794, 691, 803]
zoo-bar: ಇ-ಟೆಂಡರ್ ಪ್ರಕಟಣೆ [377, 1086, 703, 1097]
vikrama-title: ವಿಕ್ರಮ [555, 643, 639, 690]
forest-date: Date:11.06.2025 [648, 820, 703, 827]
gadag-ev: Date and Time of opening of Technical bid [35, 1325, 237, 1335]
gadag-footer: ಪೌರಾಯುಕ್ತರು ನಗರಸಭೆ, ಗದಗ-ಬೆಟಗೇರಿ [276, 1409, 355, 1416]
gadag-th: Indent No [50, 1201, 102, 1233]
gadag-th: Sl. No [35, 1201, 50, 1233]
zoo-body-a: ಕರ್ನಾಟಕ ಸಾರ್ವಜನಿಕ ಸಂಗ್ರಹಣೆಯಲ್ಲಿ ಪಾರದರ್ಶಕತೆ ಕಾಯ್ದೆ ಮತ್ತು ನಿಯಮಗಳಂತೆ ಅರ್ಹ ಗುತ್ತಿಗೆದಾರರಿಂದ ಇ-ಪ್ರೊಕ್ಯೂರ್‌ಮೆಂಟ್ ಪೋರ್ಟಲ್ ಮುಖಾಂತರ ದರಪಟ್ಟಿಗಳನ್ನು ಆಹ್ವಾನಿಸಲಾಗಿದೆ. ಹೆಚ್ಚಿನ ವಿವರಗಳಿಗೆ ಕಛೇರಿ ವೇಳೆಯಲ್ಲಿ ಸಂಪರ್ಕಿಸಬಹುದು. [377, 1163, 703, 1179]
vikrama-contact: ಪ್ರತಿಗಳಿಗಾಗಿ ಸಂಪರ್ಕಿಸಿ [564, 716, 630, 726]
story1-col4 [330, 340, 478, 536]
court1-body-b: ಕರ್ನಾಟಕ ಸಾರ್ವಜನಿಕ ಸಂಗ್ರಹಣೆಯಲ್ಲಿ ಪಾರದರ್ಶಕತೆ ಕಾಯ್ದೆ ಮತ್ತು ನಿಯಮಗಳಂತೆ ಅರ್ಹ ಗುತ್ತಿಗೆದಾರರಿಂದ ಇ-ಪ್ರೊಕ್ಯೂರ್‌ಮೆಂಟ್ ಪೋರ್ಟಲ್ ಮುಖಾಂತರ ದರಪಟ್ಟಿಗಳನ್ನು ಆಹ್ವಾನಿಸಲಾಗಿದೆ. ಹೆಚ್ಚಿನ ವಿವರಗಳಿಗೆ ಕಛೇರಿ ವೇಳೆಯಲ್ಲಿ ಸಂಪರ್ಕಿಸಬಹುದು. [721, 864, 929, 888]
imprint-line-1: Hosadigantha kannada daily Printed & Published by P.S. Prakash on behalf of Jnanabharathi Prakashana Limited. Printed at Digantha Mudrana, New Thirthahalli Road, Shivamogga - 577201 [103, 1432, 877, 1442]
table-row [378, 1139, 703, 1149]
zoo-td: 2 [378, 1149, 394, 1159]
zoo-td: 1,10,450.00 [622, 1139, 702, 1149]
story2-text-g: ಅಮರನಾಥ್ ಅವರು ಮಾತನಾಡಿ, ಬಾಲಕಾರ್ಮಿಕ ಪದ್ಧತಿ ನಿರ್ಮೂಲನೆಗಾಗಿ ಎಲ್ಲರೂ ಕೈಜೋಡಿಸಬೇಕು. ಮಕ್ಕಳ ಹಕ್ಕುಗಳನ್ನು ಸಂರಕ್ಷಿಸುವುದು ಸಮಾಜದ ಜವಾಬ್ದಾರಿ. ಶಿಕ್ಷಣ ಪ್ರತಿಯೊಬ್ಬ ಮಗುವಿನ ಮೂಲಭೂತ ಹಕ್ಕು ಎಂದು ತಿಳಿಸಿದರು. ಜಿಲ್ಲಾಡಳಿತ, ಕಾರ್ಮಿಕ ಇಲಾಖೆ ಹಾಗೂ ಸ್ವಯಂಸೇವಾ ಸಂಸ್ಥೆಗಳು ಜಂಟಿಯಾಗಿ ಅರಿವು ಕಾರ್ಯಕ್ರಮ ಹಮ್ಮಿಕೊಂಡಿದ್ದವು. [202, 816, 370, 871]
gadag-th: Bid Security /EMD [304, 1201, 358, 1233]
zoo-td: ZAK/2025-26 SE0052 [393, 1139, 534, 1149]
gadag-th: Project Design Capacity (In TPD) [261, 1201, 304, 1233]
gadag-td: 1 [35, 1233, 50, 1287]
court2-body-c: ಕರ್ನಾಟಕ ಸಾರ್ವಜನಿಕ ಸಂಗ್ರಹಣೆಯಲ್ಲಿ ಪಾರದರ್ಶಕತೆ ಕಾಯ್ದೆ ಮತ್ತು ನಿಯಮಗಳಂತೆ ಅರ್ಹ ಗುತ್ತಿಗೆದಾರರಿಂದ ಇ-ಪ್ರೊಕ್ಯೂರ್‌ಮೆಂಟ್ ಪೋರ್ಟಲ್ ಮುಖಾಂತರ ದರಪಟ್ಟಿಗಳನ್ನು ಆಹ್ವಾನಿಸಲಾಗಿದೆ. ಹೆಚ್ಚಿನ ವಿವರಗಳಿಗೆ ಕಛೇರಿ ವೇಳೆಯಲ್ಲಿ ಸಂಪರ್ಕಿಸಬಹುದು. [721, 1228, 929, 1252]
kspcb-body-k: ಕರ್ನಾಟಕ ಸಾರ್ವಜನಿಕ ಸಂಗ್ರಹಣೆಯಲ್ಲಿ ಪಾರದರ್ಶಕತೆ ಕಾಯ್ದೆ ಮತ್ತು ನಿಯಮಗಳಂತೆ ಅರ್ಹ ಗುತ್ತಿಗೆದಾರರಿಂದ ಇ-ಪ್ರೊಕ್ಯೂರ್‌ಮೆಂಟ್ ಪೋರ್ಟಲ್ ಮುಖಾಂತರ ದರಪಟ್ಟಿಗಳನ್ನು ಆಹ್ವಾನಿಸಲಾಗಿದೆ. ಹೆಚ್ಚಿನ ವಿವರಗಳಿಗೆ ಕಛೇರಿ ವೇಳೆಯಲ್ಲಿ ಸಂಪರ್ಕಿಸಬಹುದು. [721, 413, 929, 437]
gadag-ev: 27-06-2025, 17:30.00 Hours [236, 1315, 357, 1325]
court1-head: ಮಾನ್ಯ 1ನೇ ಹೆಚ್ಚುವರಿ ಸಿವಿಲ್ ನ್ಯಾಯಾಧೀಶರು ಮತ್ತು ಜೆ.ಎಂ.ಎಫ್.ಸಿ. ರವರ ನ್ಯಾಯಾಲಯ, ಚನ್ನಗಿರಿ. [737, 793, 913, 811]
story1-caption-body: ಆಷಾಢ ಮಾಸದಲ್ಲಿ ನಾಡ ಅಧಿದೇವತೆ ಚಾಮುಂಡೇಶ್ವರಿ ದರ್ಶನಕ್ಕೆ ಈ ಬಾರಿ ವಿವಿಐಪಿ, ವಿಐಪಿ ಪಾಸ್‌ಗಳು ಇರುವುದಿಲ್ಲ. ಸರ್ಕಾರದ ಶಿಷ್ಟಾಚಾರದಂತೆ ನೋಡಲ್ ಅಧಿಕಾರಿಗಳನ್ನು ನೇಮಿಸಲಾಗಿದೆ ಎಂದು ಮಾಹಿತಿ ನೀಡಿದರು. [185, 236, 459, 254]
court1-body-e: ಕರ್ನಾಟಕ ಸಾರ್ವಜನಿಕ ಸಂಗ್ರಹಣೆಯಲ್ಲಿ ಪಾರದರ್ಶಕತೆ ಕಾಯ್ದೆ ಮತ್ತು ನಿಯಮಗಳಂತೆ ಅರ್ಹ ಗುತ್ತಿಗೆದಾರರಿಂದ ಇ-ಪ್ರೊಕ್ಯೂರ್‌ಮೆಂಟ್ ಪೋರ್ಟಲ್ ಮುಖಾಂತರ ದರಪಟ್ಟಿಗಳನ್ನು ಆಹ್ವಾನಿಸಲಾಗಿದೆ. ಹೆಚ್ಚಿನ ವಿವರಗಳಿಗೆ ಕಛೇರಿ ವೇಳೆಯಲ್ಲಿ ಸಂಪರ್ಕಿಸಬಹುದು. [721, 949, 929, 972]
kspcb-body-e: ಕರ್ನಾಟಕ ಸಾರ್ವಜನಿಕ ಸಂಗ್ರಹಣೆಯಲ್ಲಿ ಪಾರದರ್ಶಕತೆ ಕಾಯ್ದೆ ಮತ್ತು ನಿಯಮಗಳಂತೆ ಅರ್ಹ ಗುತ್ತಿಗೆದಾರರಿಂದ ಇ-ಪ್ರೊಕ್ಯೂರ್‌ಮೆಂಟ್ ಪೋರ್ಟಲ್ ಮುಖಾಂತರ ದರಪಟ್ಟಿಗಳನ್ನು ಆಹ್ವಾನಿಸಲಾಗಿದೆ. ಹೆಚ್ಚಿನ ವಿವರಗಳಿಗೆ ಕಛೇರಿ ವೇಳೆಯಲ್ಲಿ ಸಂಪರ್ಕಿಸಬಹುದು. [721, 244, 929, 268]
registration-marks-right [866, 1474, 910, 1485]
court-mid-text-a: ಕರ್ನಾಟಕ ಸಾರ್ವಜನಿಕ ಸಂಗ್ರಹಣೆಯಲ್ಲಿ ಪಾರದರ್ಶಕತೆ ಕಾಯ್ದೆ ಮತ್ತು ನಿಯಮಗಳಂತೆ ಅರ್ಹ ಗುತ್ತಿಗೆದಾರರಿಂದ ಇ-ಪ್ರೊಕ್ಯೂರ್‌ಮೆಂಟ್ ಪೋರ್ಟಲ್ ಮುಖಾಂತರ ದರಪಟ್ಟಿಗಳನ್ನು ಆಹ್ವಾನಿಸಲಾಗಿದೆ. ಹೆಚ್ಚಿನ ವಿವರಗಳಿಗೆ ಕಛೇರಿ ವೇಳೆಯಲ್ಲಿ ಸಂಪರ್ಕಿಸಬಹುದು. [378, 553, 474, 601]
court-mid-text-e: ಕರ್ನಾಟಕ ಸಾರ್ವಜನಿಕ ಸಂಗ್ರಹಣೆಯಲ್ಲಿ ಪಾರದರ್ಶಕತೆ ಕಾಯ್ದೆ ಮತ್ತು ನಿಯಮಗಳಂತೆ ಅರ್ಹ ಗುತ್ತಿಗೆದಾರರಿಂದ ಇ-ಪ್ರೊಕ್ಯೂರ್‌ಮೆಂಟ್ ಪೋರ್ಟಲ್ ಮುಖಾಂತರ ದರಪಟ್ಟಿಗಳನ್ನು ಆಹ್ವಾನಿಸಲಾಗಿದೆ. ಹೆಚ್ಚಿನ ವಿವರಗಳಿಗೆ ಕಛೇರಿ ವೇಳೆಯಲ್ಲಿ ಸಂಪರ್ಕಿಸಬಹುದು. [378, 770, 474, 819]
lokopayogi-body-c: ಕರ್ನಾಟಕ ಸಾರ್ವಜನಿಕ ಸಂಗ್ರಹಣೆಯಲ್ಲಿ ಪಾರದರ್ಶಕತೆ ಕಾಯ್ದೆ ಮತ್ತು ನಿಯಮಗಳಂತೆ ಅರ್ಹ ಗುತ್ತಿಗೆದಾರರಿಂದ ಇ-ಪ್ರೊಕ್ಯೂರ್‌ಮೆಂಟ್ ಪೋರ್ಟಲ್ ಮುಖಾಂತರ ದರಪಟ್ಟಿಗಳನ್ನು ಆಹ್ವಾನಿಸಲಾಗಿದೆ. ಹೆಚ್ಚಿನ ವಿವರಗಳಿಗೆ ಕಛೇರಿ ವೇಳೆಯಲ್ಲಿ ಸಂಪರ್ಕಿಸಬಹುದು. [491, 184, 703, 212]
story1-text-i: ಅಮರನಾಥ್ ಅವರು ಮಾತನಾಡಿ, ಬಾಲಕಾರ್ಮಿಕ ಪದ್ಧತಿ ನಿರ್ಮೂಲನೆಗಾಗಿ ಎಲ್ಲರೂ ಕೈಜೋಡಿಸಬೇಕು. ಮಕ್ಕಳ ಹಕ್ಕುಗಳನ್ನು ಸಂರಕ್ಷಿಸುವುದು ಸಮಾಜದ ಜವಾಬ್ದಾರಿ. ಶಿಕ್ಷಣ ಪ್ರತಿಯೊಬ್ಬ ಮಗುವಿನ ಮೂಲಭೂತ ಹಕ್ಕು ಎಂದು ತಿಳಿಸಿದರು. ಜಿಲ್ಲಾಡಳಿತ, ಕಾರ್ಮಿಕ ಇಲಾಖೆ ಹಾಗೂ ಸ್ವಯಂಸೇವಾ ಸಂಸ್ಥೆಗಳು ಜಂಟಿಯಾಗಿ ಅರಿವು ಕಾರ್ಯಕ್ರಮ ಹಮ್ಮಿಕೊಂಡಿದ್ದವು. [330, 385, 478, 430]
court1-body-a: ಕರ್ನಾಟಕ ಸಾರ್ವಜನಿಕ ಸಂಗ್ರಹಣೆಯಲ್ಲಿ ಪಾರದರ್ಶಕತೆ ಕಾಯ್ದೆ ಮತ್ತು ನಿಯಮಗಳಂತೆ ಅರ್ಹ ಗುತ್ತಿಗೆದಾರರಿಂದ ಇ-ಪ್ರೊಕ್ಯೂರ್‌ಮೆಂಟ್ ಪೋರ್ಟಲ್ ಮುಖಾಂತರ ದರಪಟ್ಟಿಗಳನ್ನು ಆಹ್ವಾನಿಸಲಾಗಿದೆ. ಹೆಚ್ಚಿನ ವಿವರಗಳಿಗೆ ಕಛೇರಿ ವೇಳೆಯಲ್ಲಿ ಸಂಪರ್ಕಿಸಬಹುದು. [721, 824, 929, 847]
gadag-phone: ದೂ: 08372-259932 [34, 1158, 95, 1166]
kspcb-body-g: ಕರ್ನಾಟಕ ಸಾರ್ವಜನಿಕ ಸಂಗ್ರಹಣೆಯಲ್ಲಿ ಪಾರದರ್ಶಕತೆ ಕಾಯ್ದೆ ಮತ್ತು ನಿಯಮಗಳಂತೆ ಅರ್ಹ ಗುತ್ತಿಗೆದಾರರಿಂದ ಇ-ಪ್ರೊಕ್ಯೂರ್‌ಮೆಂಟ್ ಪೋರ್ಟಲ್ ಮುಖಾಂತರ ದರಪಟ್ಟಿಗಳನ್ನು ಆಹ್ವಾನಿಸಲಾಗಿದೆ. ಹೆಚ್ಚಿನ ವಿವರಗಳಿಗೆ ಕಛೇರಿ ವೇಳೆಯಲ್ಲಿ ಸಂಪರ್ಕಿಸಬಹುದು. [721, 301, 929, 324]
kspcb-signature: ಸದಸ್ಯ ಕಾರ್ಯದರ್ಶಿ [884, 740, 925, 749]
career-email: E-mail: ssakarwar@gmail.com [547, 442, 647, 451]
registration-marks-mid2 [586, 1474, 630, 1485]
gadag-ev: 01-07-2025, 11:00.00 Hours [236, 1336, 357, 1346]
kspcb-body-f: ಕರ್ನಾಟಕ ಸಾರ್ವಜನಿಕ ಸಂಗ್ರಹಣೆಯಲ್ಲಿ ಪಾರದರ್ಶಕತೆ ಕಾಯ್ದೆ ಮತ್ತು ನಿಯಮಗಳಂತೆ ಅರ್ಹ ಗುತ್ತಿಗೆದಾರರಿಂದ ಇ-ಪ್ರೊಕ್ಯೂರ್‌ಮೆಂಟ್ ಪೋರ್ಟಲ್ ಮುಖಾಂತರ ದರಪಟ್ಟಿಗಳನ್ನು ಆಹ್ವಾನಿಸಲಾಗಿದೆ. ಹೆಚ್ಚಿನ ವಿವರಗಳಿಗೆ ಕಛೇರಿ ವೇಳೆಯಲ್ಲಿ ಸಂಪರ್ಕಿಸಬಹುದು. [721, 272, 929, 296]
court1-no: ಓ.ಎಸ್.ನಂ.: 481/2025 [793, 811, 857, 820]
gadag-td: Selection of Agency for Setting up, Operation and Maintenance of Municipal Solid Waste Processing Facility at SWM Site of Gadag-Betageri CMC On PPP Model Under DBFOT Structure for a concession period of 15 years. [102, 1233, 212, 1287]
kspcb-date: ದಿನಾಂಕ: 11.06.2025 [873, 106, 929, 113]
story2-text-e: ಅಮರನಾಥ್ ಅವರು ಮಾತನಾಡಿ, ಬಾಲಕಾರ್ಮಿಕ ಪದ್ಧತಿ ನಿರ್ಮೂಲನೆಗಾಗಿ ಎಲ್ಲರೂ ಕೈಜೋಡಿಸಬೇಕು. ಮಕ್ಕಳ ಹಕ್ಕುಗಳನ್ನು ಸಂರಕ್ಷಿಸುವುದು ಸಮಾಜದ ಜವಾಬ್ದಾರಿ. ಶಿಕ್ಷಣ ಪ್ರತಿಯೊಬ್ಬ ಮಗುವಿನ ಮೂಲಭೂತ ಹಕ್ಕು ಎಂದು ತಿಳಿಸಿದರು. ಜಿಲ್ಲಾಡಳಿತ, ಕಾರ್ಮಿಕ ಇಲಾಖೆ ಹಾಗೂ ಸ್ವಯಂಸೇವಾ ಸಂಸ್ಥೆಗಳು ಜಂಟಿಯಾಗಿ ಅರಿವು ಕಾರ್ಯಕ್ರಮ ಹಮ್ಮಿಕೊಂಡಿದ್ದವು. [202, 744, 370, 789]
forest-ref: ಡಿಎಂ.ಸಂ.ಶಿವಮೊಗ್ಗ/ಕಾಮಗಾರಿ/2025-26/46/Dt.11-06-25 [491, 1023, 608, 1030]
gadag-td: Rs.13,00,000/- [304, 1233, 358, 1287]
story2-text-h: ಅಮರನಾಥ್ ಅವರು ಮಾತನಾಡಿ, ಬಾಲಕಾರ್ಮಿಕ ಪದ್ಧತಿ ನಿರ್ಮೂಲನೆಗಾಗಿ ಎಲ್ಲರೂ ಕೈಜೋಡಿಸಬೇಕು. ಮಕ್ಕಳ ಹಕ್ಕುಗಳನ್ನು ಸಂರಕ್ಷಿಸುವುದು ಸಮಾಜದ ಜವಾಬ್ದಾರಿ. ಶಿಕ್ಷಣ ಪ್ರತಿಯೊಬ್ಬ ಮಗುವಿನ ಮೂಲಭೂತ ಹಕ್ಕು ಎಂದು ತಿಳಿಸಿದರು. ಜಿಲ್ಲಾಡಳಿತ, ಕಾರ್ಮಿಕ ಇಲಾಖೆ ಹಾಗೂ ಸ್ವಯಂಸೇವಾ ಸಂಸ್ಥೆಗಳು ಜಂಟಿಯಾಗಿ ಅರಿವು ಕಾರ್ಯಕ್ರಮ ಹಮ್ಮಿಕೊಂಡಿದ್ದವು. [202, 862, 370, 907]
career-no: ಸಂ: Career Counsellor/2025-26 [491, 452, 582, 460]
story2-text-f: ಅಮರನಾಥ್ ಅವರು ಮಾತನಾಡಿ, ಬಾಲಕಾರ್ಮಿಕ ಪದ್ಧತಿ ನಿರ್ಮೂಲನೆಗಾಗಿ ಎಲ್ಲರೂ ಕೈಜೋಡಿಸಬೇಕು. ಮಕ್ಕಳ ಹಕ್ಕುಗಳನ್ನು ಸಂರಕ್ಷಿಸುವುದು ಸಮಾಜದ ಜವಾಬ್ದಾರಿ. ಶಿಕ್ಷಣ ಪ್ರತಿಯೊಬ್ಬ ಮಗುವಿನ ಮೂಲಭೂತ ಹಕ್ಕು ಎಂದು ತಿಳಿಸಿದರು. ಜಿಲ್ಲಾಡಳಿತ, ಕಾರ್ಮಿಕ ಇಲಾಖೆ ಹಾಗೂ ಸ್ವಯಂಸೇವಾ ಸಂಸ್ಥೆಗಳು ಜಂಟಿಯಾಗಿ ಅರಿವು ಕಾರ್ಯಕ್ರಮ ಹಮ್ಮಿಕೊಂಡಿದ್ದವು. [202, 780, 370, 825]
lokopayogi-body-a: ಕರ್ನಾಟಕ ಸಾರ್ವಜನಿಕ ಸಂಗ್ರಹಣೆಯಲ್ಲಿ ಪಾರದರ್ಶಕತೆ ಕಾಯ್ದೆ ಮತ್ತು ನಿಯಮಗಳಂತೆ ಅರ್ಹ ಗುತ್ತಿಗೆದಾರರಿಂದ ಇ-ಪ್ರೊಕ್ಯೂರ್‌ಮೆಂಟ್ ಪೋರ್ಟಲ್ ಮುಖಾಂತರ ದರಪಟ್ಟಿಗಳನ್ನು ಆಹ್ವಾನಿಸಲಾಗಿದೆ. ಹೆಚ್ಚಿನ ವಿವರಗಳಿಗೆ ಕಛೇರಿ ವೇಳೆಯಲ್ಲಿ ಸಂಪರ್ಕಿಸಬಹುದು. [491, 120, 703, 148]
zoo-intro-b: ಕರ್ನಾಟಕ ಸಾರ್ವಜನಿಕ ಸಂಗ್ರಹಣೆಯಲ್ಲಿ ಪಾರದರ್ಶಕತೆ ಕಾಯ್ದೆ ಮತ್ತು ನಿಯಮಗಳಂತೆ ಅರ್ಹ ಗುತ್ತಿಗೆದಾರರಿಂದ ಇ-ಪ್ರೊಕ್ಯೂರ್‌ಮೆಂಟ್ ಪೋರ್ಟಲ್ ಮುಖಾಂತರ ದರಪಟ್ಟಿಗಳನ್ನು ಆಹ್ವಾನಿಸಲಾಗಿದೆ. ಹೆಚ್ಚಿನ ವಿವರಗಳಿಗೆ ಕಛೇರಿ ವೇಳೆಯಲ್ಲಿ ಸಂಪರ್ಕಿಸಬಹುದು. [377, 1119, 703, 1135]
gadag-th: Estimated Project Cost (Capex in Cr.) [212, 1201, 261, 1233]
court2-no: ಓ.ಎ.ನಂ : 26 / 2023 [796, 1147, 854, 1156]
vikrama-phone: ಮೊ.88612 09147 [490, 736, 704, 766]
story1-photo [178, 104, 478, 210]
gadag-td: 8.73 [212, 1233, 261, 1287]
kspcb-header [721, 77, 929, 93]
kspcb-body-l: ಕರ್ನಾಟಕ ಸಾರ್ವಜನಿಕ ಸಂಗ್ರಹಣೆಯಲ್ಲಿ ಪಾರದರ್ಶಕತೆ ಕಾಯ್ದೆ ಮತ್ತು ನಿಯಮಗಳಂತೆ ಅರ್ಹ ಗುತ್ತಿಗೆದಾರರಿಂದ ಇ-ಪ್ರೊಕ್ಯೂರ್‌ಮೆಂಟ್ ಪೋರ್ಟಲ್ ಮುಖಾಂತರ ದರಪಟ್ಟಿಗಳನ್ನು ಆಹ್ವಾನಿಸಲಾಗಿದೆ. ಹೆಚ್ಚಿನ ವಿವರಗಳಿಗೆ ಕಛೇರಿ ವೇಳೆಯಲ್ಲಿ ಸಂಪರ್ಕಿಸಬಹುದು. [721, 441, 929, 465]
career-date: ದಿನಾಂಕ: 09-06-2025 [649, 452, 703, 460]
gadag-intro: ಕರ್ನಾಟಕ ಸಾರ್ವಜನಿಕ ಸಂಗ್ರಹಣೆಯಲ್ಲಿ ಪಾರದರ್ಶಕತೆ ಕಾಯ್ದೆ ಮತ್ತು ನಿಯಮಗಳಂತೆ ಅರ್ಹ ಗುತ್ತಿಗೆದಾರರಿಂದ ಇ-ಪ್ರೊಕ್ಯೂರ್‌ಮೆಂಟ್ ಪೋರ್ಟಲ್ ಮುಖಾಂತರ ದರಪಟ್ಟಿಗಳನ್ನು ಆಹ್ವಾನಿಸಲಾಗಿದೆ. ಹೆಚ್ಚಿನ ವಿವರಗಳಿಗೆ ಕಛೇರಿ ವೇಳೆಯಲ್ಲಿ ಸಂಪರ್ಕಿಸಬಹುದು. [34, 1182, 358, 1197]
zoo-email: ಇ-ಮೇಲ್ : acfgadag@gmail.com [377, 1075, 468, 1083]
story1-headline: ನೇರ ಚಾಮುಂಡೇಶ್ವರಿ ದರ್ಶನಕ್ಕೆ ಎರಡು ಸಾವಿರ ರೂ. ಟಿಕೆಟ್ [32, 62, 377, 83]
gadag-ev: Date & Time [236, 1295, 357, 1305]
story1-caption-title: ನೋಡಲ್ ಅಧಿಕಾರಿಗಳ ನಿಯೋಜನೆ [185, 217, 330, 232]
footer-rule [30, 1428, 945, 1429]
story1-text-f: ಅಮರನಾಥ್ ಅವರು ಮಾತನಾಡಿ, ಬಾಲಕಾರ್ಮಿಕ ಪದ್ಧತಿ ನಿರ್ಮೂಲನೆಗಾಗಿ ಎಲ್ಲರೂ ಕೈಜೋಡಿಸಬೇಕು. ಮಕ್ಕಳ ಹಕ್ಕುಗಳನ್ನು ಸಂರಕ್ಷಿಸುವುದು ಸಮಾಜದ ಜವಾಬ್ದಾರಿ. ಶಿಕ್ಷಣ ಪ್ರತಿಯೊಬ್ಬ ಮಗುವಿನ ಮೂಲಭೂತ ಹಕ್ಕು ಎಂದು ತಿಳಿಸಿದರು. ಜಿಲ್ಲಾಡಳಿತ, ಕಾರ್ಮಿಕ ಇಲಾಖೆ ಹಾಗೂ ಸ್ವಯಂಸೇವಾ ಸಂಸ್ಥೆಗಳು ಜಂಟಿಯಾಗಿ ಅರಿವು ಕಾರ್ಯಕ್ರಮ ಹಮ್ಮಿಕೊಂಡಿದ್ದವು. [178, 340, 323, 394]
gadag-ev: Date of Pre bid meeting [35, 1305, 237, 1315]
story2-photo [32, 610, 370, 738]
brand-tagline: ರಾಷ್ಟ್ರಜಾಗೃತಿಯ ಪತ್ರಿಕೆ [724, 34, 767, 41]
kspcb-logo-icon [721, 77, 737, 93]
kspcb-body-d: ಕರ್ನಾಟಕ ಸಾರ್ವಜನಿಕ ಸಂಗ್ರಹಣೆಯಲ್ಲಿ ಪಾರದರ್ಶಕತೆ ಕಾಯ್ದೆ ಮತ್ತು ನಿಯಮಗಳಂತೆ ಅರ್ಹ ಗುತ್ತಿಗೆದಾರರಿಂದ ಇ-ಪ್ರೊಕ್ಯೂರ್‌ಮೆಂಟ್ ಪೋರ್ಟಲ್ ಮುಖಾಂತರ ದರಪಟ್ಟಿಗಳನ್ನು ಆಹ್ವಾನಿಸಲಾಗಿದೆ. ಹೆಚ್ಚಿನ ವಿವರಗಳಿಗೆ ಕಛೇರಿ ವೇಳೆಯಲ್ಲಿ ಸಂಪರ್ಕಿಸಬಹುದು. [721, 216, 929, 240]
gadag-table [34, 1200, 358, 1287]
forest-link[interactable]: http://kppp.karnataka.gov.in [550, 903, 644, 912]
gadag-table-head [35, 1201, 358, 1233]
kspcb-title: ಪರಿಸರ ಸಾರ್ವಜನಿಕ ಸಭೆಗಾಗಿ ಸೂಚನೆ [721, 117, 929, 128]
story1-text-e: ಅಮರನಾಥ್ ಅವರು ಮಾತನಾಡಿ, ಬಾಲಕಾರ್ಮಿಕ ಪದ್ಧತಿ ನಿರ್ಮೂಲನೆಗಾಗಿ ಎಲ್ಲರೂ ಕೈಜೋಡಿಸಬೇಕು. ಮಕ್ಕಳ ಹಕ್ಕುಗಳನ್ನು ಸಂರಕ್ಷಿಸುವುದು ಸಮಾಜದ ಜವಾಬ್ದಾರಿ. ಶಿಕ್ಷಣ ಪ್ರತಿಯೊಬ್ಬ ಮಗುವಿನ ಮೂಲಭೂತ ಹಕ್ಕು ಎಂದು ತಿಳಿಸಿದರು. ಜಿಲ್ಲಾಡಳಿತ, ಕಾರ್ಮಿಕ ಇಲಾಖೆ ಹಾಗೂ ಸ್ವಯಂಸೇವಾ ಸಂಸ್ಥೆಗಳು ಜಂಟಿಯಾಗಿ ಅರಿವು ಕಾರ್ಯಕ್ರಮ ಹಮ್ಮಿಕೊಂಡಿದ್ದವು. [32, 385, 172, 439]
kspcb-body-h: ಕರ್ನಾಟಕ ಸಾರ್ವಜನಿಕ ಸಂಗ್ರಹಣೆಯಲ್ಲಿ ಪಾರದರ್ಶಕತೆ ಕಾಯ್ದೆ ಮತ್ತು ನಿಯಮಗಳಂತೆ ಅರ್ಹ ಗುತ್ತಿಗೆದಾರರಿಂದ ಇ-ಪ್ರೊಕ್ಯೂರ್‌ಮೆಂಟ್ ಪೋರ್ಟಲ್ ಮುಖಾಂತರ ದರಪಟ್ಟಿಗಳನ್ನು ಆಹ್ವಾನಿಸಲಾಗಿದೆ. ಹೆಚ್ಚಿನ ವಿವರಗಳಿಗೆ ಕಛೇರಿ ವೇಳೆಯಲ್ಲಿ ಸಂಪರ್ಕಿಸಬಹುದು. [721, 329, 929, 352]
zoo-td: 1,62,000.00 [622, 1149, 702, 1159]
gadag-td: DMA/2024-25/ SE4440/Call-2 [50, 1233, 102, 1287]
forest-body-a: ಕರ್ನಾಟಕ ಸಾರ್ವಜನಿಕ ಸಂಗ್ರಹಣೆಯಲ್ಲಿ ಪಾರದರ್ಶಕತೆ ಕಾಯ್ದೆ ಮತ್ತು ನಿಯಮಗಳಂತೆ ಅರ್ಹ ಗುತ್ತಿಗೆದಾರರಿಂದ ಇ-ಪ್ರೊಕ್ಯೂರ್‌ಮೆಂಟ್ ಪೋರ್ಟಲ್ ಮುಖಾಂತರ ದರಪಟ್ಟಿಗಳನ್ನು ಆಹ್ವಾನಿಸಲಾಗಿದೆ. ಹೆಚ್ಚಿನ ವಿವರಗಳಿಗೆ ಕಛೇರಿ ವೇಳೆಯಲ್ಲಿ ಸಂಪರ್ಕಿಸಬಹುದು. [491, 843, 703, 871]
story2-text-a: ಅಮರನಾಥ್ ಅವರು ಮಾತನಾಡಿ, ಬಾಲಕಾರ್ಮಿಕ ಪದ್ಧತಿ ನಿರ್ಮೂಲನೆಗಾಗಿ ಎಲ್ಲರೂ ಕೈಜೋಡಿಸಬೇಕು. ಮಕ್ಕಳ ಹಕ್ಕುಗಳನ್ನು ಸಂರಕ್ಷಿಸುವುದು ಸಮಾಜದ ಜವಾಬ್ದಾರಿ. ಶಿಕ್ಷಣ ಪ್ರತಿಯೊಬ್ಬ ಮಗುವಿನ ಮೂಲಭೂತ ಹಕ್ಕು ಎಂದು ತಿಳಿಸಿದರು. ಜಿಲ್ಲಾಡಳಿತ, ಕಾರ್ಮಿಕ ಇಲಾಖೆ ಹಾಗೂ ಸ್ವಯಂಸೇವಾ ಸಂಸ್ಥೆಗಳು ಜಂಟಿಯಾಗಿ ಅರಿವು ಕಾರ್ಯಕ್ರಮ ಹಮ್ಮಿಕೊಂಡಿದ್ದವು. [32, 744, 196, 789]
story2-text-c: ಅಮರನಾಥ್ ಅವರು ಮಾತನಾಡಿ, ಬಾಲಕಾರ್ಮಿಕ ಪದ್ಧತಿ ನಿರ್ಮೂಲನೆಗಾಗಿ ಎಲ್ಲರೂ ಕೈಜೋಡಿಸಬೇಕು. ಮಕ್ಕಳ ಹಕ್ಕುಗಳನ್ನು ಸಂರಕ್ಷಿಸುವುದು ಸಮಾಜದ ಜವಾಬ್ದಾರಿ. ಶಿಕ್ಷಣ ಪ್ರತಿಯೊಬ್ಬ ಮಗುವಿನ ಮೂಲಭೂತ ಹಕ್ಕು ಎಂದು ತಿಳಿಸಿದರು. ಜಿಲ್ಲಾಡಳಿತ, ಕಾರ್ಮಿಕ ಇಲಾಖೆ ಹಾಗೂ ಸ್ವಯಂಸೇವಾ ಸಂಸ್ಥೆಗಳು ಜಂಟಿಯಾಗಿ ಅರಿವು ಕಾರ್ಯಕ್ರಮ ಹಮ್ಮಿಕೊಂಡಿದ್ದವು. [32, 825, 196, 871]
table-row [35, 1336, 358, 1346]
story1-dateline: ಮೈಸೂರು : [32, 104, 57, 112]
career-head: ಕರ್ನಾಟಕ ಸರ್ಕಾರ ಜಿಲ್ಲಾ ಕಾರ್ಯಕಾಲ ಉತ್ತರ ಕನ್ನಡ [538, 433, 656, 441]
